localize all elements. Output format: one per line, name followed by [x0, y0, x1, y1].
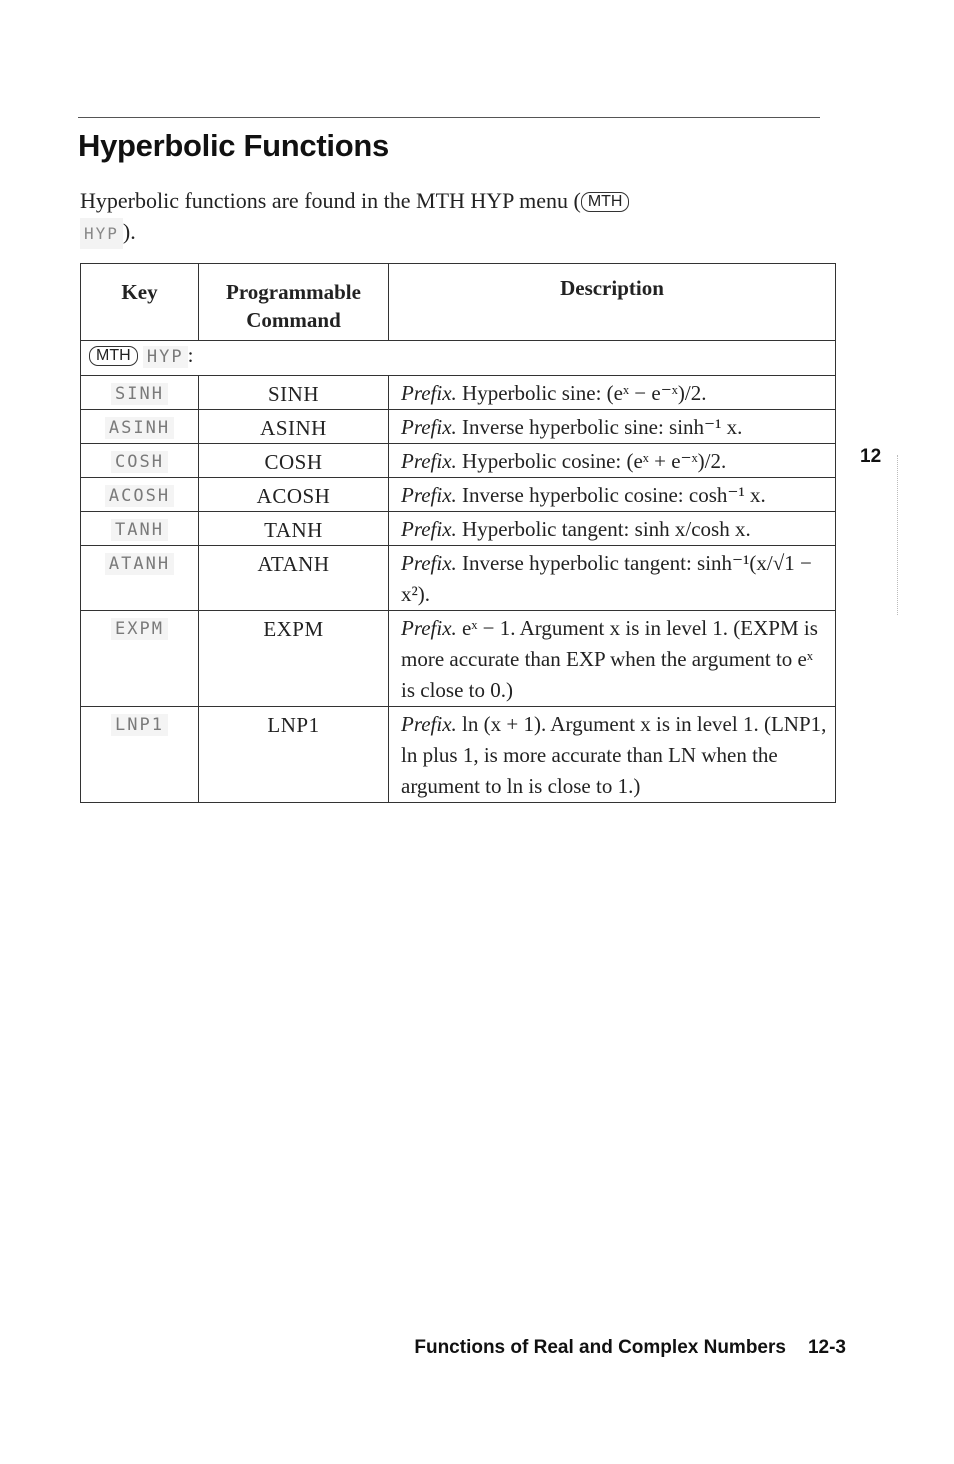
mth-key-icon: MTH	[89, 346, 138, 366]
menu-path	[81, 341, 836, 376]
key-cell	[81, 546, 199, 611]
footer-chapter-title: Functions of Real and Complex Numbers	[414, 1337, 786, 1358]
table-row	[81, 512, 836, 546]
description-text: ln (x + 1). Argument x is in level 1. (LNP1, ln plus 1, is more accurate than LN when the argument to ln is close to 1.)	[401, 712, 827, 798]
command-cell: TANH	[199, 512, 389, 546]
key-cell	[81, 611, 199, 707]
footer-page-number: 12-3	[807, 1337, 846, 1358]
chapter-tab-marks	[897, 455, 902, 615]
intro-end: ).	[122, 219, 136, 244]
chapter-tab-number: 12	[860, 446, 882, 467]
header-key: Key	[81, 264, 199, 341]
description-text: Hyperbolic cosine: (eˣ + e⁻ˣ)/2.	[462, 449, 727, 473]
key-cell	[81, 376, 199, 410]
intro-paragraph	[80, 185, 770, 249]
description-cell	[389, 707, 836, 803]
description-cell	[389, 444, 836, 478]
menu-suffix: :	[187, 343, 194, 367]
command-cell: ATANH	[199, 546, 389, 611]
command-cell: ASINH	[199, 410, 389, 444]
description-cell	[389, 376, 836, 410]
hyp-softkey: HYP	[143, 346, 188, 368]
description-cell	[389, 546, 836, 611]
description-text: Hyperbolic sine: (eˣ − e⁻ˣ)/2.	[462, 381, 707, 405]
prefix-label: Prefix.	[401, 616, 457, 640]
description-text: Inverse hyperbolic tangent: sinh⁻¹(x/√1 − x²).	[401, 551, 812, 606]
key-cell	[81, 444, 199, 478]
page-footer	[414, 1337, 846, 1359]
prefix-label: Prefix.	[401, 517, 457, 541]
key-cell	[81, 410, 199, 444]
table-row	[81, 546, 836, 611]
table-row	[81, 707, 836, 803]
mth-key-icon: MTH	[581, 192, 630, 212]
prefix-label: Prefix.	[401, 712, 457, 736]
command-cell: EXPM	[199, 611, 389, 707]
menu-softkey: ACOSH	[105, 485, 174, 507]
command-cell: LNP1	[199, 707, 389, 803]
menu-softkey: LNP1	[111, 714, 168, 736]
menu-path-row	[81, 341, 836, 376]
menu-softkey: EXPM	[111, 618, 168, 640]
hyp-menu-key: HYP	[80, 218, 123, 249]
description-cell	[389, 478, 836, 512]
table-row	[81, 478, 836, 512]
description-cell	[389, 611, 836, 707]
menu-softkey: ASINH	[105, 417, 174, 439]
description-cell	[389, 512, 836, 546]
section-rule	[78, 117, 820, 118]
menu-softkey: SINH	[111, 383, 168, 405]
description-text: Hyperbolic tangent: sinh x/cosh x.	[462, 517, 751, 541]
prefix-label: Prefix.	[401, 449, 457, 473]
key-cell	[81, 512, 199, 546]
prefix-label: Prefix.	[401, 483, 457, 507]
table-row	[81, 376, 836, 410]
description-cell	[389, 410, 836, 444]
menu-softkey: COSH	[111, 451, 168, 473]
prefix-label: Prefix.	[401, 381, 457, 405]
intro-text: Hyperbolic functions are found in the MTH HYP menu (	[80, 188, 581, 213]
description-text: Inverse hyperbolic cosine: cosh⁻¹ x.	[462, 483, 766, 507]
menu-softkey: ATANH	[105, 553, 174, 575]
description-text: eˣ − 1. Argument x is in level 1. (EXPM is more accurate than EXP when the argument to eˣ is close to 0.)	[401, 616, 818, 702]
table-row	[81, 444, 836, 478]
table-row	[81, 611, 836, 707]
header-command: Programmable Command	[199, 264, 389, 341]
table-row	[81, 410, 836, 444]
header-description: Description	[389, 264, 836, 341]
command-cell: SINH	[199, 376, 389, 410]
prefix-label: Prefix.	[401, 415, 457, 439]
prefix-label: Prefix.	[401, 551, 457, 575]
hyperbolic-commands-table	[80, 263, 836, 803]
command-cell: COSH	[199, 444, 389, 478]
key-cell	[81, 707, 199, 803]
menu-softkey: TANH	[111, 519, 168, 541]
key-cell	[81, 478, 199, 512]
section-title: Hyperbolic Functions	[78, 128, 389, 163]
description-text: Inverse hyperbolic sine: sinh⁻¹ x.	[462, 415, 743, 439]
command-cell: ACOSH	[199, 478, 389, 512]
